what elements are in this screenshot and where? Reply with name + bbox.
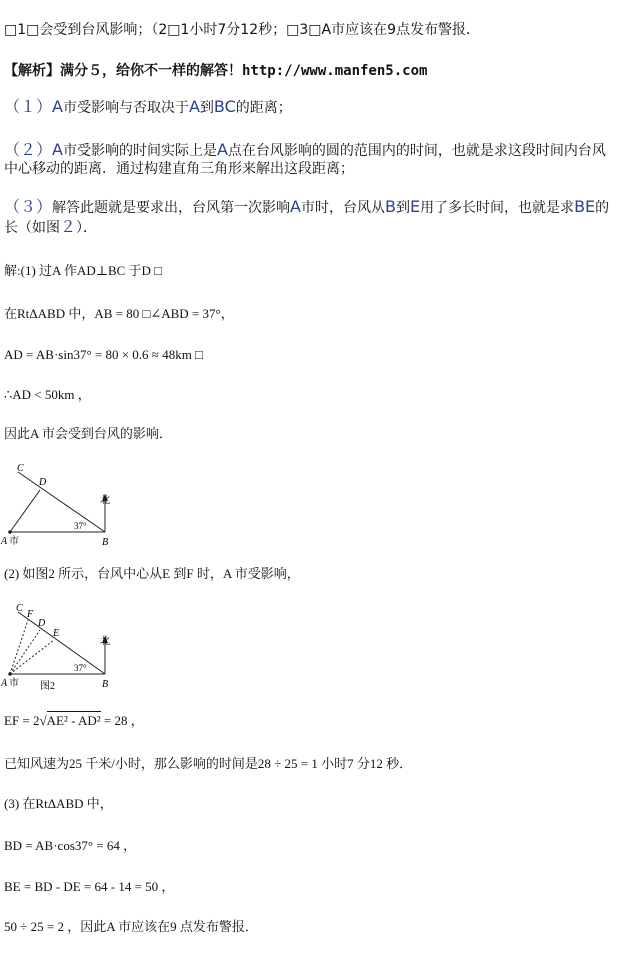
analysis-point-3: （３）解答此题就是要求出，台风第一次影响A市时，台风从B到E用了多长时间，也就是求BE的 xyxy=(4,197,610,216)
analysis-label: 【解析】满分５，给你不一样的解答！ xyxy=(4,63,242,79)
solution-step-8: 已知风速为25 千米/小时，那么影响的时间是28 ÷ 25 = 1 小时7 分12 秒． xyxy=(4,756,413,771)
answer-summary: □1□会受到台风影响；（2□1小时7分12秒；□3□A市应该在9点发布警报． xyxy=(4,22,480,38)
solution-step-2: 在RtΔABD 中，AB = 80 □∠ABD = 37°， xyxy=(4,306,234,321)
solution-step-3: AD = AB·sin37° = 80 × 0.6 ≈ 48km □ xyxy=(4,347,203,362)
analysis-point-3-cont: 长（如图２）． xyxy=(4,217,98,236)
radical-sign: √ xyxy=(39,713,47,728)
solution-step-6: (2) 如图2 所示，台风中心从E 到F 时，A 市受影响， xyxy=(4,566,300,581)
label-city: 市 xyxy=(9,678,19,689)
analysis-header xyxy=(4,62,427,81)
solution-step-12: 50 ÷ 25 = 2 ，因此A 市应该在9 点发布警报． xyxy=(4,919,258,934)
ef-lhs: EF = 2 xyxy=(4,713,40,728)
solution-step-7 xyxy=(4,712,144,730)
analysis-point-2-cont: 中心移动的距离．通过构建直角三角形来解出这段距离； xyxy=(4,161,354,177)
label-angle: 37° xyxy=(74,521,87,531)
label-d: D xyxy=(39,477,47,488)
line-ad xyxy=(10,630,40,674)
line-ad xyxy=(10,490,40,532)
line-ae xyxy=(10,640,54,674)
label-b: B xyxy=(102,537,109,548)
solution-step-11: BE = BD - DE = 64 - 14 = 50 ， xyxy=(4,879,175,894)
label-b: B xyxy=(102,679,109,690)
label-a: A xyxy=(1,536,8,547)
line-af xyxy=(10,620,28,674)
solution-step-4: ∴AD < 50km ， xyxy=(4,387,91,402)
solution-step-1: 解:(1) 过A 作AD⊥BC 于D □ xyxy=(4,263,163,278)
label-angle: 37° xyxy=(74,663,87,673)
radicand: AE² - AD² xyxy=(46,713,101,728)
label-f: F xyxy=(27,609,34,620)
point-a xyxy=(8,672,12,676)
figure-2 xyxy=(0,598,140,698)
label-c: C xyxy=(16,603,23,614)
solution-step-9: (3) 在RtΔABD 中， xyxy=(4,796,113,811)
point-a xyxy=(8,530,12,534)
label-north: 北 xyxy=(100,636,110,647)
solution-step-10: BD = AB·cos37° = 64 ， xyxy=(4,838,137,853)
ef-result: = 28 ， xyxy=(100,713,144,728)
label-e: E xyxy=(53,628,60,639)
label-north: 北 xyxy=(100,495,110,506)
label-a: A xyxy=(1,678,8,689)
analysis-point-2: （２）A市受影响的时间实际上是A点在台风影响的圆的范围内的时间，也就是求这段时间内台风 xyxy=(4,140,606,159)
label-c: C xyxy=(17,463,24,474)
analysis-point-1: （１）A市受影响与否取决于A到BC的距离； xyxy=(4,97,292,116)
site-link[interactable]: http://www.manfen5.com xyxy=(242,63,428,79)
label-d: D xyxy=(38,618,46,629)
label-city: 市 xyxy=(9,536,19,547)
figure-1 xyxy=(0,458,140,548)
figure-caption: 图2 xyxy=(40,681,55,692)
solution-step-5: 因此A 市会受到台风的影响． xyxy=(4,426,172,441)
